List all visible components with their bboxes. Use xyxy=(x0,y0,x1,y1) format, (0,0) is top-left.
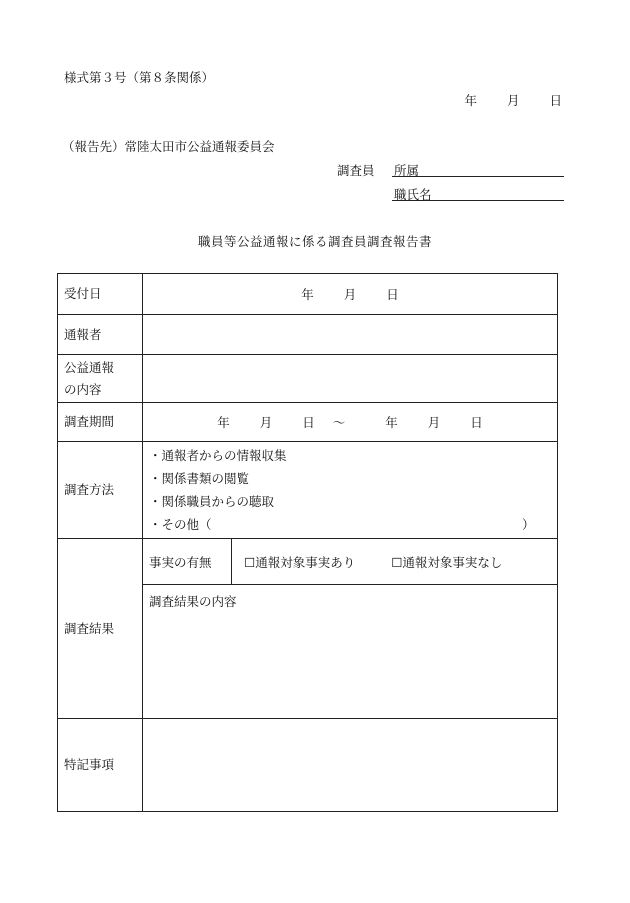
reporter-label: 通報者 xyxy=(58,315,143,355)
addressee: （報告先）常陸太田市公益通報委員会 xyxy=(62,139,275,154)
period-tilde: ～ xyxy=(332,415,346,430)
date-month: 月 xyxy=(506,93,520,108)
name-field[interactable] xyxy=(392,184,564,201)
period-end-month: 月 xyxy=(427,415,441,430)
receipt-date-label: 受付日 xyxy=(58,274,143,315)
result-field xyxy=(143,539,558,719)
method-field xyxy=(143,442,558,539)
affiliation-label: 所属 xyxy=(394,163,420,178)
method-other[interactable] xyxy=(149,513,557,536)
report-content-label xyxy=(58,355,143,403)
document-title: 職員等公益通報に係る調査員調査報告書 xyxy=(197,234,432,249)
report-table xyxy=(57,273,558,812)
result-content-label: 調査結果の内容 xyxy=(149,594,237,609)
period-label: 調査期間 xyxy=(58,403,143,442)
receipt-day: 日 xyxy=(386,287,399,302)
receipt-month: 月 xyxy=(343,287,357,302)
method-other-close: ） xyxy=(522,517,535,532)
period-end-day: 日 xyxy=(470,415,483,430)
fact-no-checkbox[interactable]: ☐通報対象事実なし xyxy=(391,554,503,570)
method-item[interactable]: ・通報者からの情報収集 xyxy=(149,448,287,463)
investigator-label: 調査員 xyxy=(337,163,375,178)
fact-label: 事実の有無 xyxy=(143,539,232,585)
period-start-day: 日 xyxy=(302,415,315,430)
date-year: 年 xyxy=(464,93,477,108)
name-label: 職氏名 xyxy=(394,187,432,202)
report-content-label-line1: 公益通報 xyxy=(64,359,115,375)
form-number: 様式第３号（第８条関係） xyxy=(64,70,215,85)
reporter-field[interactable] xyxy=(143,315,558,355)
method-label: 調査方法 xyxy=(58,442,143,539)
method-other-open: ・その他（ xyxy=(149,517,212,532)
remarks-field[interactable] xyxy=(143,719,558,812)
receipt-date-field[interactable] xyxy=(143,274,558,315)
method-item[interactable]: ・関係職員からの聴取 xyxy=(149,494,275,509)
date-day: 日 xyxy=(549,93,562,108)
fact-yes-checkbox[interactable]: ☐通報対象事実あり xyxy=(244,554,356,570)
result-label: 調査結果 xyxy=(58,539,143,719)
fact-options xyxy=(232,539,558,585)
period-end-year: 年 xyxy=(385,415,398,430)
affiliation-field[interactable] xyxy=(392,160,564,177)
period-start-year: 年 xyxy=(217,415,230,430)
report-content-field[interactable] xyxy=(143,355,558,403)
submission-date xyxy=(464,91,562,109)
receipt-year: 年 xyxy=(301,287,314,302)
result-content-field[interactable] xyxy=(143,585,557,719)
method-item[interactable]: ・関係書類の閲覧 xyxy=(149,471,250,486)
remarks-label: 特記事項 xyxy=(58,719,143,812)
period-start-month: 月 xyxy=(259,415,273,430)
report-content-label-line2: の内容 xyxy=(64,381,102,397)
period-field[interactable] xyxy=(143,403,558,442)
